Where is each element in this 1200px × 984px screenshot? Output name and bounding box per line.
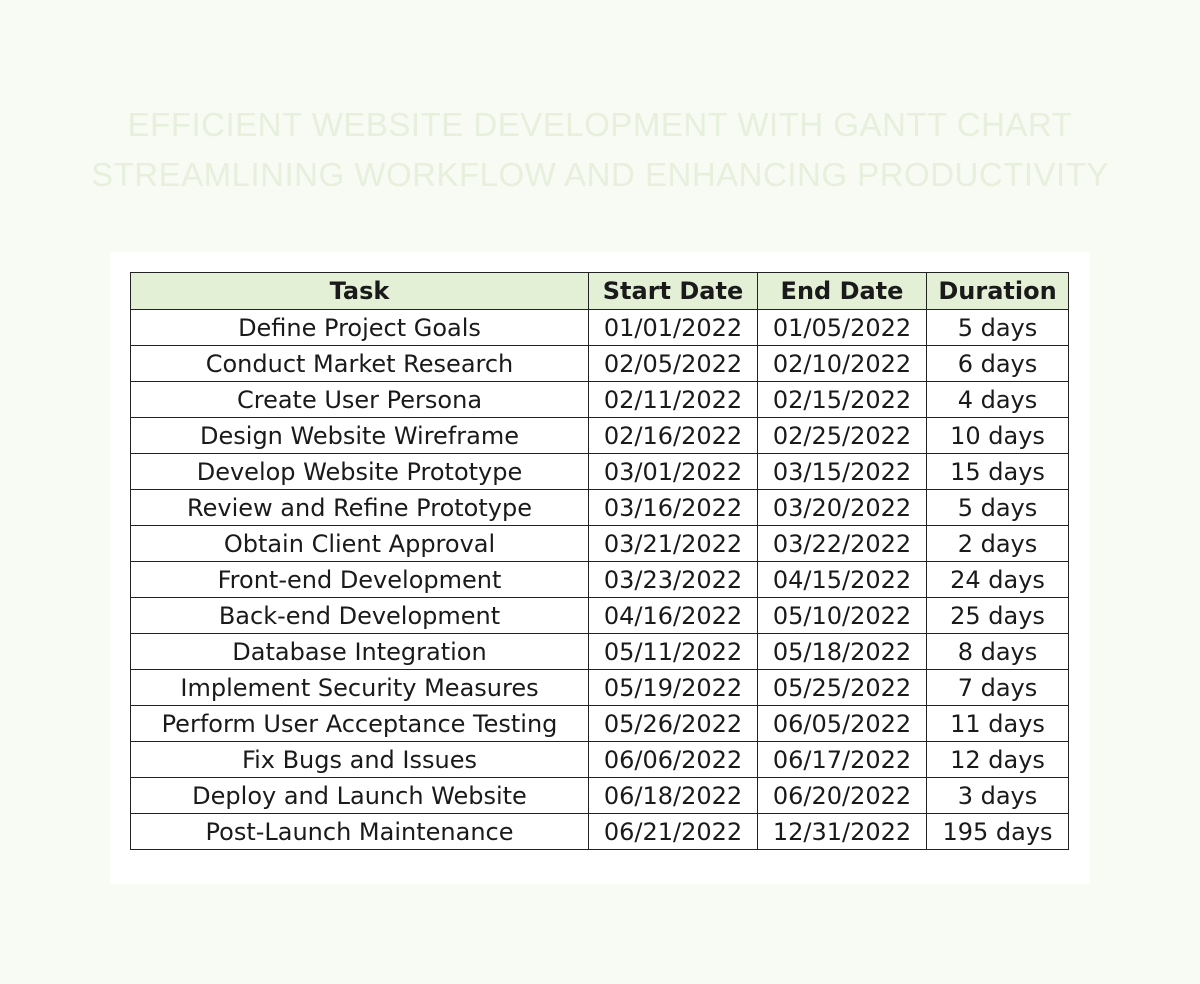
cell-task: Back-end Development <box>131 598 589 634</box>
cell-task: Review and Refine Prototype <box>131 490 589 526</box>
table-row <box>131 706 1069 742</box>
cell-end-date: 01/05/2022 <box>758 310 927 346</box>
table-header-row <box>131 273 1069 310</box>
cell-end-date: 05/10/2022 <box>758 598 927 634</box>
cell-start-date: 03/16/2022 <box>589 490 758 526</box>
cell-start-date: 05/19/2022 <box>589 670 758 706</box>
table-row <box>131 310 1069 346</box>
table-row <box>131 382 1069 418</box>
cell-task: Define Project Goals <box>131 310 589 346</box>
header-duration: Duration <box>927 273 1069 310</box>
cell-start-date: 06/21/2022 <box>589 814 758 850</box>
cell-start-date: 02/16/2022 <box>589 418 758 454</box>
cell-duration: 12 days <box>927 742 1069 778</box>
table-row <box>131 778 1069 814</box>
cell-task: Implement Security Measures <box>131 670 589 706</box>
cell-task: Perform User Acceptance Testing <box>131 706 589 742</box>
table-row <box>131 562 1069 598</box>
cell-start-date: 04/16/2022 <box>589 598 758 634</box>
header-end-date: End Date <box>758 273 927 310</box>
cell-task: Database Integration <box>131 634 589 670</box>
table-row <box>131 346 1069 382</box>
cell-start-date: 01/01/2022 <box>589 310 758 346</box>
cell-duration: 10 days <box>927 418 1069 454</box>
cell-start-date: 03/23/2022 <box>589 562 758 598</box>
cell-task: Obtain Client Approval <box>131 526 589 562</box>
cell-end-date: 03/22/2022 <box>758 526 927 562</box>
cell-task: Conduct Market Research <box>131 346 589 382</box>
table-row <box>131 634 1069 670</box>
cell-end-date: 02/25/2022 <box>758 418 927 454</box>
cell-end-date: 02/10/2022 <box>758 346 927 382</box>
table-row <box>131 490 1069 526</box>
cell-task: Create User Persona <box>131 382 589 418</box>
cell-task: Deploy and Launch Website <box>131 778 589 814</box>
cell-task: Fix Bugs and Issues <box>131 742 589 778</box>
cell-duration: 4 days <box>927 382 1069 418</box>
cell-end-date: 02/15/2022 <box>758 382 927 418</box>
cell-duration: 11 days <box>927 706 1069 742</box>
cell-end-date: 06/17/2022 <box>758 742 927 778</box>
cell-start-date: 05/26/2022 <box>589 706 758 742</box>
cell-duration: 195 days <box>927 814 1069 850</box>
page-title-line-2: STREAMLINING WORKFLOW AND ENHANCING PRODUCTIVITY <box>91 156 1109 193</box>
cell-end-date: 06/05/2022 <box>758 706 927 742</box>
cell-task: Develop Website Prototype <box>131 454 589 490</box>
cell-start-date: 06/06/2022 <box>589 742 758 778</box>
cell-duration: 24 days <box>927 562 1069 598</box>
cell-task: Design Website Wireframe <box>131 418 589 454</box>
cell-duration: 7 days <box>927 670 1069 706</box>
header-task: Task <box>131 273 589 310</box>
cell-task: Front-end Development <box>131 562 589 598</box>
cell-duration: 6 days <box>927 346 1069 382</box>
header-start-date: Start Date <box>589 273 758 310</box>
table-body <box>131 310 1069 850</box>
cell-end-date: 05/18/2022 <box>758 634 927 670</box>
cell-duration: 3 days <box>927 778 1069 814</box>
cell-task: Post-Launch Maintenance <box>131 814 589 850</box>
cell-start-date: 03/21/2022 <box>589 526 758 562</box>
cell-duration: 2 days <box>927 526 1069 562</box>
cell-end-date: 04/15/2022 <box>758 562 927 598</box>
table-row <box>131 454 1069 490</box>
gantt-schedule-table <box>130 272 1069 850</box>
cell-end-date: 03/15/2022 <box>758 454 927 490</box>
cell-start-date: 02/11/2022 <box>589 382 758 418</box>
cell-start-date: 05/11/2022 <box>589 634 758 670</box>
cell-end-date: 06/20/2022 <box>758 778 927 814</box>
cell-duration: 25 days <box>927 598 1069 634</box>
page-title-line-1: EFFICIENT WEBSITE DEVELOPMENT WITH GANTT CHART <box>127 106 1073 143</box>
cell-start-date: 06/18/2022 <box>589 778 758 814</box>
cell-duration: 5 days <box>927 490 1069 526</box>
cell-end-date: 12/31/2022 <box>758 814 927 850</box>
cell-start-date: 02/05/2022 <box>589 346 758 382</box>
cell-end-date: 05/25/2022 <box>758 670 927 706</box>
table-row <box>131 526 1069 562</box>
table-row <box>131 742 1069 778</box>
cell-duration: 15 days <box>927 454 1069 490</box>
cell-duration: 5 days <box>927 310 1069 346</box>
cell-duration: 8 days <box>927 634 1069 670</box>
cell-end-date: 03/20/2022 <box>758 490 927 526</box>
table-row <box>131 814 1069 850</box>
table-row <box>131 598 1069 634</box>
table-row <box>131 670 1069 706</box>
cell-start-date: 03/01/2022 <box>589 454 758 490</box>
table-row <box>131 418 1069 454</box>
